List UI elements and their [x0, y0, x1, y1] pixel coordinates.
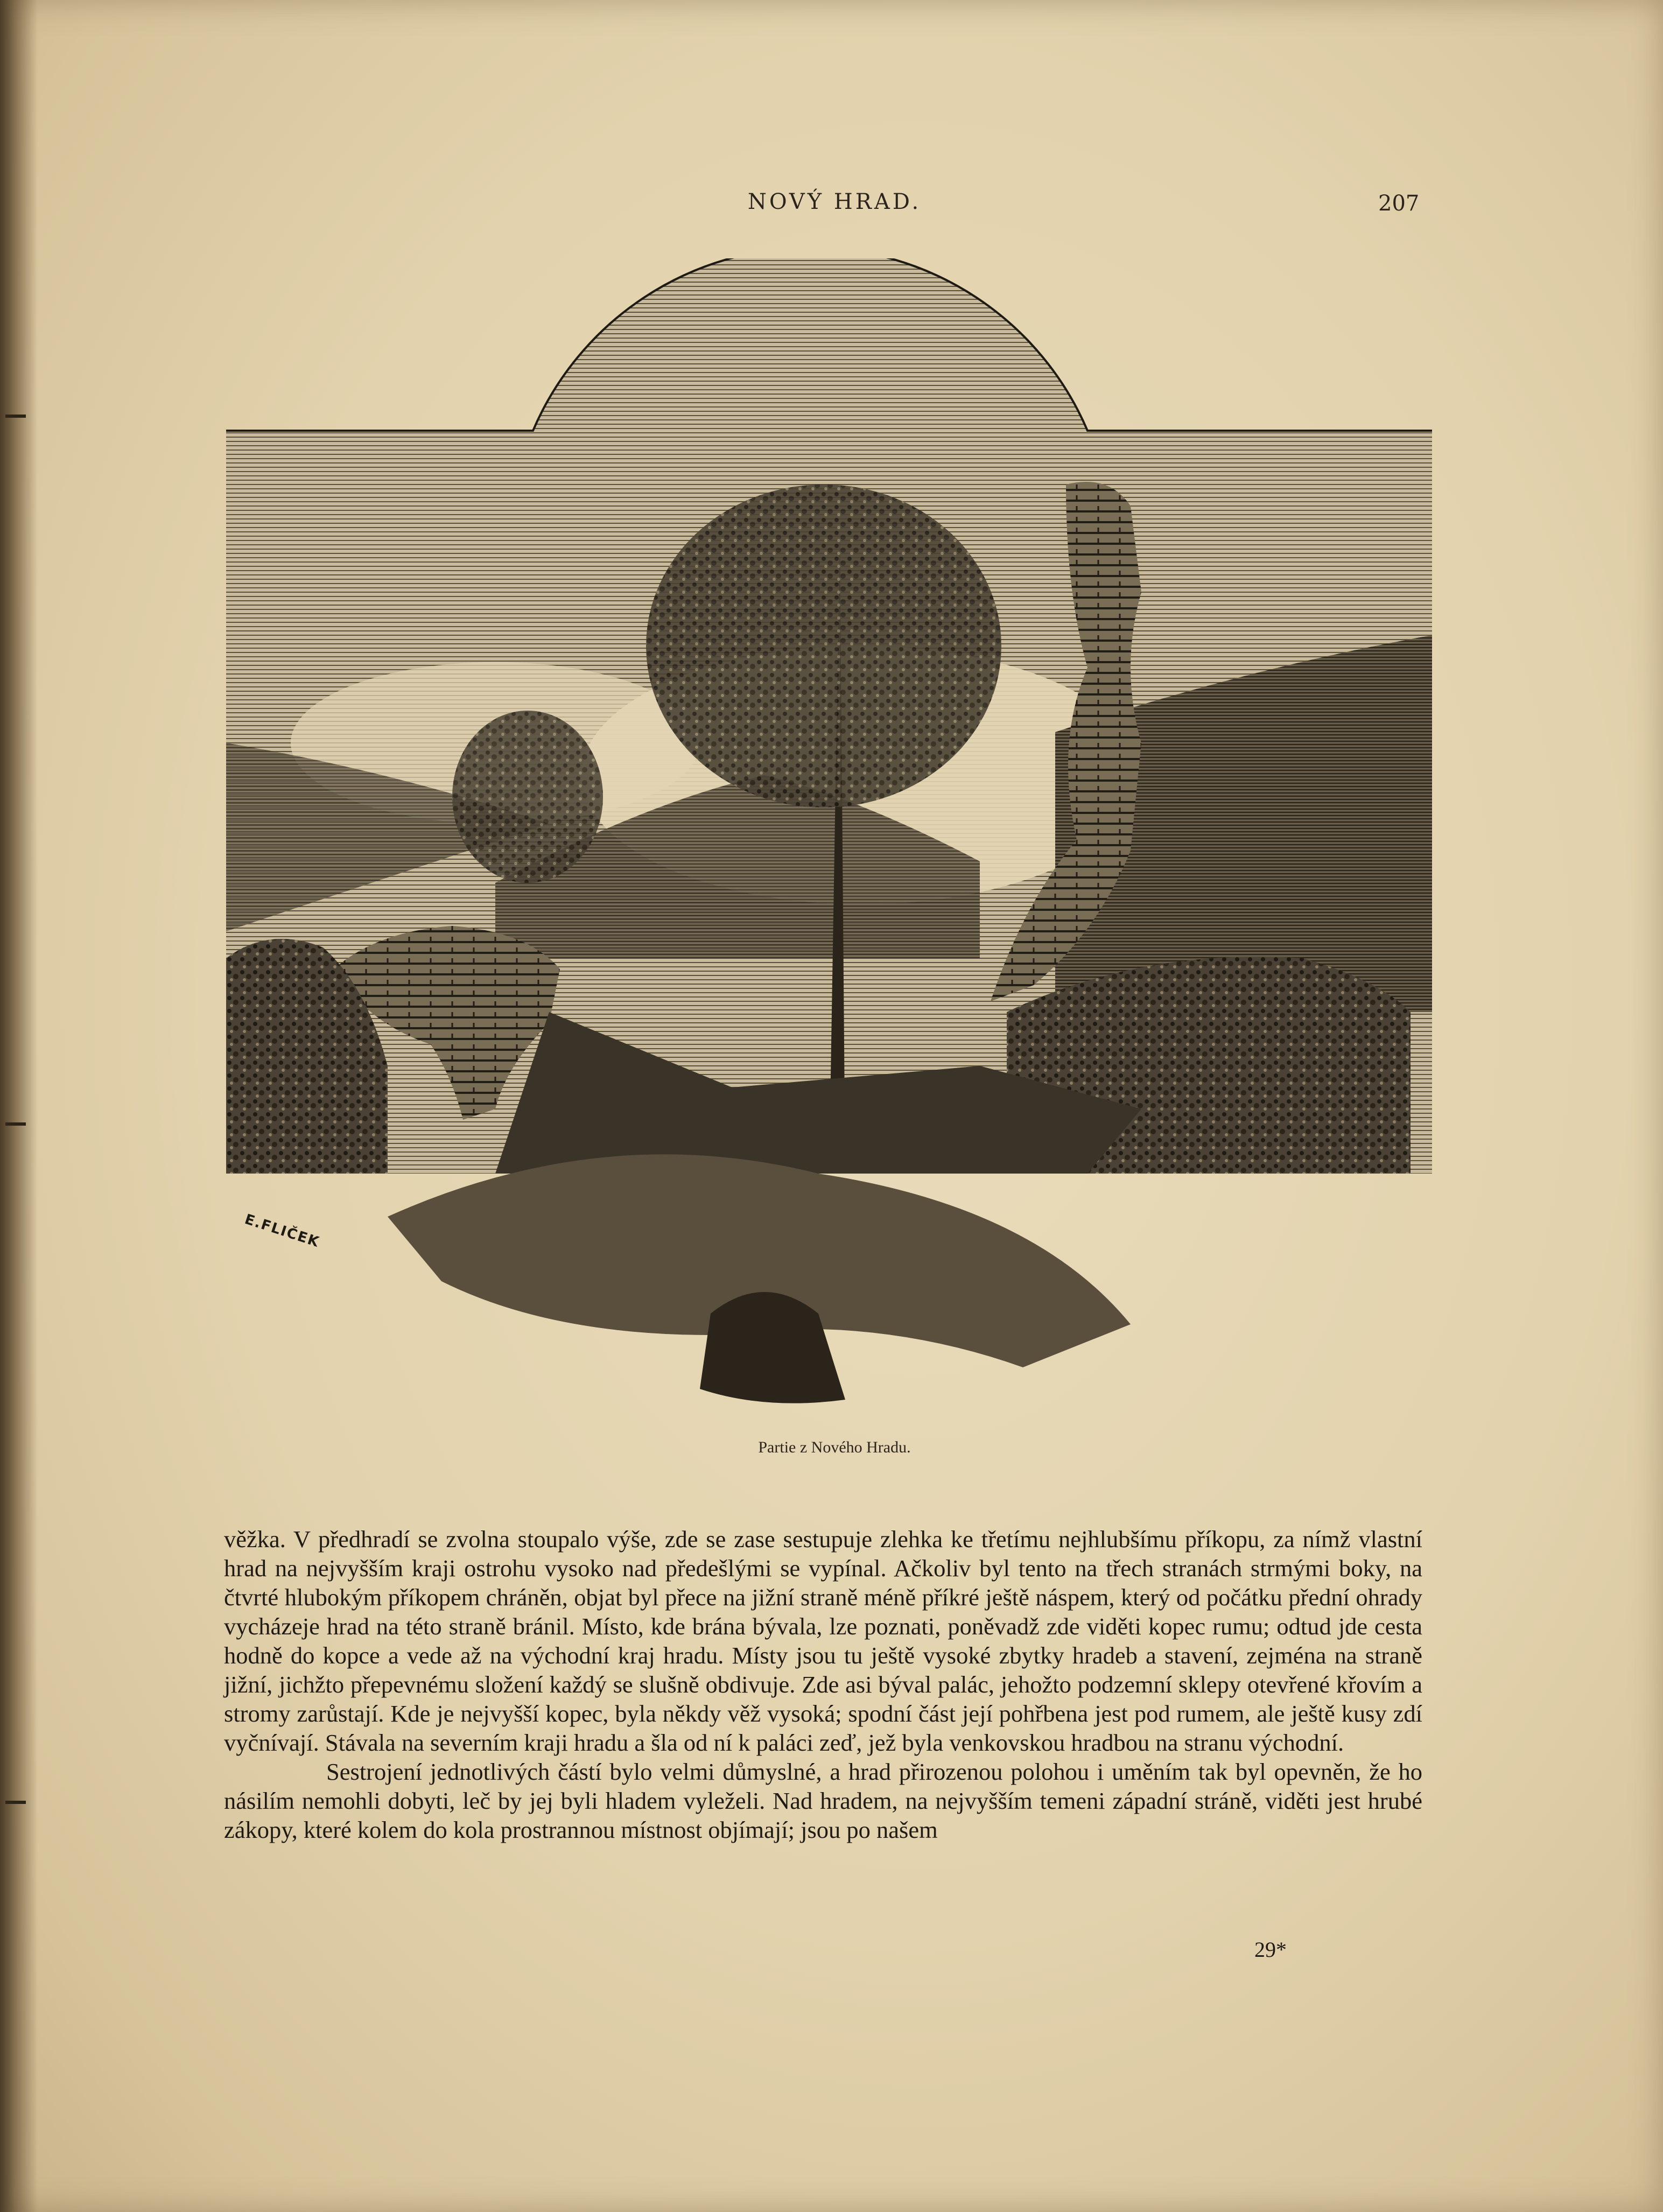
- gutter-shadow: [0, 0, 38, 2212]
- binding-mark: [5, 1801, 26, 1804]
- foreground-vegetation: [388, 1154, 1131, 1403]
- body-text: [224, 1525, 1422, 1844]
- body-paragraph: Sestrojení jednotlivých částí bylo velmi důmyslné, a hrad přirozenou polohou i uměním tak byl opevněn, že ho násilím nemohli dobyti, leč by jej byli hladem vyleželi. Nad hradem, na nejvyšším temeni západní stráně, viděti jest hrubé zákopy, které kolem do kola prostrannou místnost objímají; jsou po našem: [224, 1758, 1422, 1843]
- signature-mark: 29*: [1254, 1937, 1287, 1962]
- engraver-signature: E.FLIČEK: [242, 1211, 322, 1251]
- engraving-scene: [226, 258, 1432, 1174]
- binding-mark: [5, 415, 26, 418]
- binding-mark: [5, 1122, 26, 1126]
- page-number: 207: [1378, 191, 1420, 216]
- body-paragraph: věžka. V předhradí se zvolna stoupalo výše, zde se zase sestupuje zlehka ke třetímu nejhlubšímu příkopu, za nímž vlastní hrad na nejvyšším kraji ostrohu vysoko nad předešlými se vypínal. Ačkoliv byl tento na třech stranách strmými boky, na čtvrté hlubokým příkopem chráněn, objat byl přece na jižní straně méně příkré ještě náspem, který od počátku přední ohrady vycházeje hrad na této straně bránil. Místo, kde brána bývala, lze poznati, poněvadž zde viděti kopec rumu; odtud jde cesta hodně do kopce a vede až na východní kraj hradu. Místy jsou tu ještě vysoké zbytky hradeb a stavení, zejména na straně jižní, jichžto přepevnému složení každý se slušně obdivuje. Zde asi býval palác, jehožto podzemní sklepy otevřené křovím a stromy zarůstají. Kde je nejvyšší kopec, byla někdy věž vysoká; spodní část její pohřbena jest pod rumem, ale ještě kusy zdí vyčnívají. Stávala na severním kraji hradu a šla od ní k paláci zeď, jež byla venkovskou hradbou na stranu východní.: [224, 1526, 1422, 1756]
- engraving-illustration: [226, 258, 1432, 1432]
- running-head: NOVÝ HRAD.: [747, 189, 922, 214]
- figure-caption: Partie z Nového Hradu.: [758, 1438, 911, 1456]
